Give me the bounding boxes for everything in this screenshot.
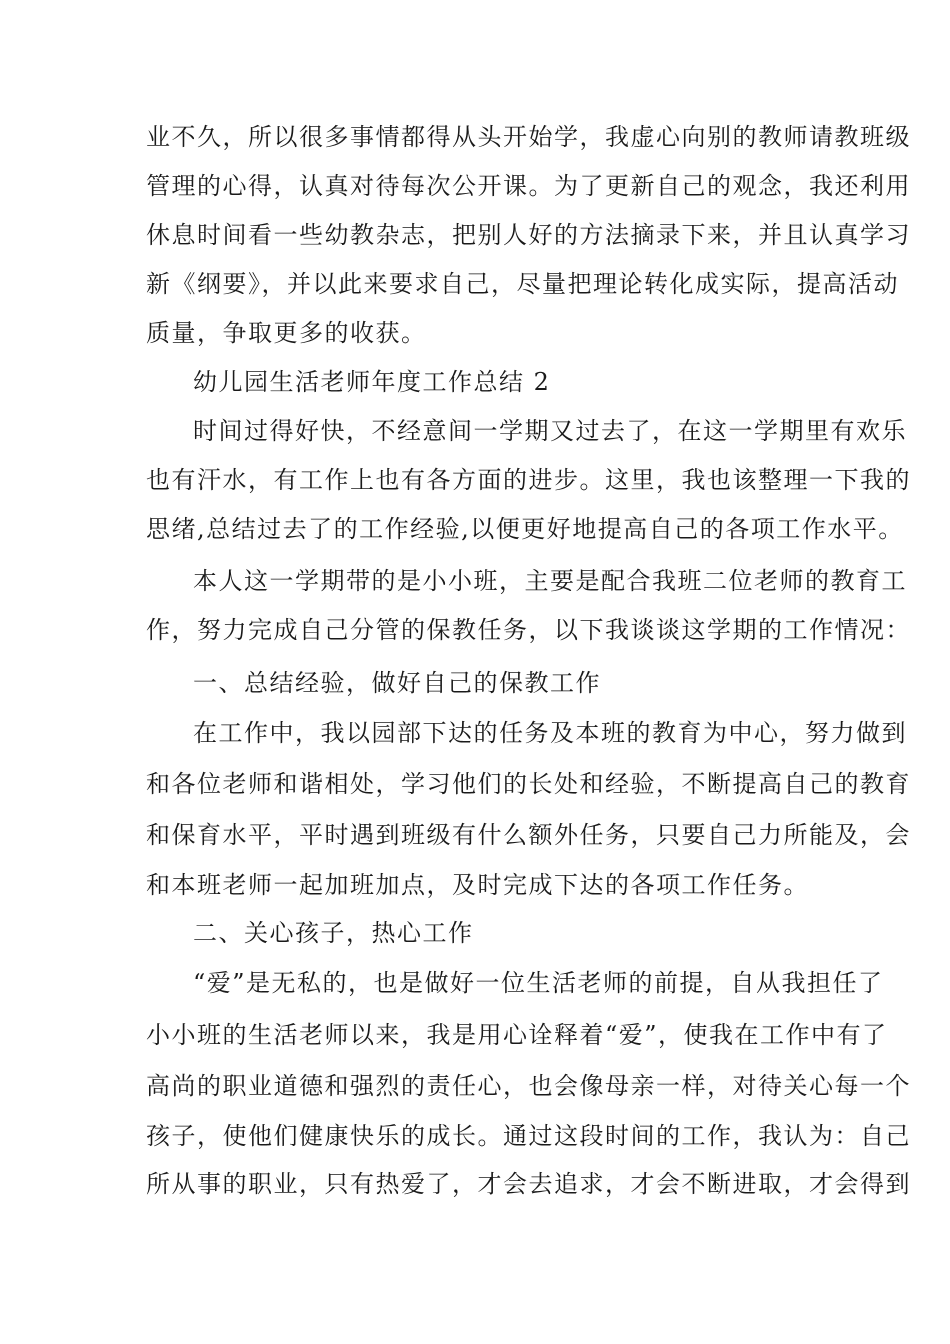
paragraph-line: 高尚的职业道德和强烈的责任心，也会像母亲一样，对待关心每一个 xyxy=(146,1072,911,1100)
paragraph-line: 和本班老师一起加班加点，及时完成下达的各项工作任务。 xyxy=(146,871,809,899)
paragraph-line: 新《纲要》，并以此来要求自己，尽量把理论转化成实际，提高活动 xyxy=(146,270,899,298)
paragraph-line: 本人这一学期带的是小小班，主要是配合我班二位老师的教育工 xyxy=(193,567,907,595)
paragraph-line: 思绪,总结过去了的工作经验,以便更好地提高自己的各项工作水平。 xyxy=(146,515,904,543)
paragraph-line: 休息时间看一些幼教杂志，把别人好的方法摘录下来，并且认真学习 xyxy=(146,221,911,249)
paragraph-line: 也有汗水，有工作上也有各方面的进步。这里，我也该整理一下我的 xyxy=(146,466,911,494)
paragraph-line: “爱”是无私的，也是做好一位生活老师的前提，自从我担任了 xyxy=(193,969,884,997)
paragraph-line: 所从事的职业，只有热爱了，才会去追求，才会不断进取，才会得到 xyxy=(146,1170,911,1198)
paragraph-line: 管理的心得，认真对待每次公开课。为了更新自己的观念，我还利用 xyxy=(146,172,911,200)
section-title: 幼儿园生活老师年度工作总结 2 xyxy=(193,368,551,396)
paragraph-line: 和各位老师和谐相处，学习他们的长处和经验，不断提高自己的教育 xyxy=(146,770,911,798)
section-heading: 二、关心孩子，热心工作 xyxy=(193,919,474,947)
paragraph-line: 时间过得好快，不经意间一学期又过去了，在这一学期里有欢乐 xyxy=(193,417,907,445)
paragraph-line: 孩子，使他们健康快乐的成长。通过这段时间的工作，我认为：自己 xyxy=(146,1122,911,1150)
paragraph-line: 业不久，所以很多事情都得从头开始学，我虚心向别的教师请教班级 xyxy=(146,123,911,151)
paragraph-line: 和保育水平，平时遇到班级有什么额外任务，只要自己力所能及，会 xyxy=(146,821,911,849)
paragraph-line: 质量，争取更多的收获。 xyxy=(146,319,427,347)
paragraph-line: 小小班的生活老师以来，我是用心诠释着“爱”，使我在工作中有了 xyxy=(146,1021,888,1049)
paragraph-line: 作，努力完成自己分管的保教任务，以下我谈谈这学期的工作情况： xyxy=(146,616,911,644)
paragraph-line: 在工作中，我以园部下达的任务及本班的教育为中心，努力做到 xyxy=(193,719,907,747)
section-heading: 一、总结经验，做好自己的保教工作 xyxy=(193,669,601,697)
